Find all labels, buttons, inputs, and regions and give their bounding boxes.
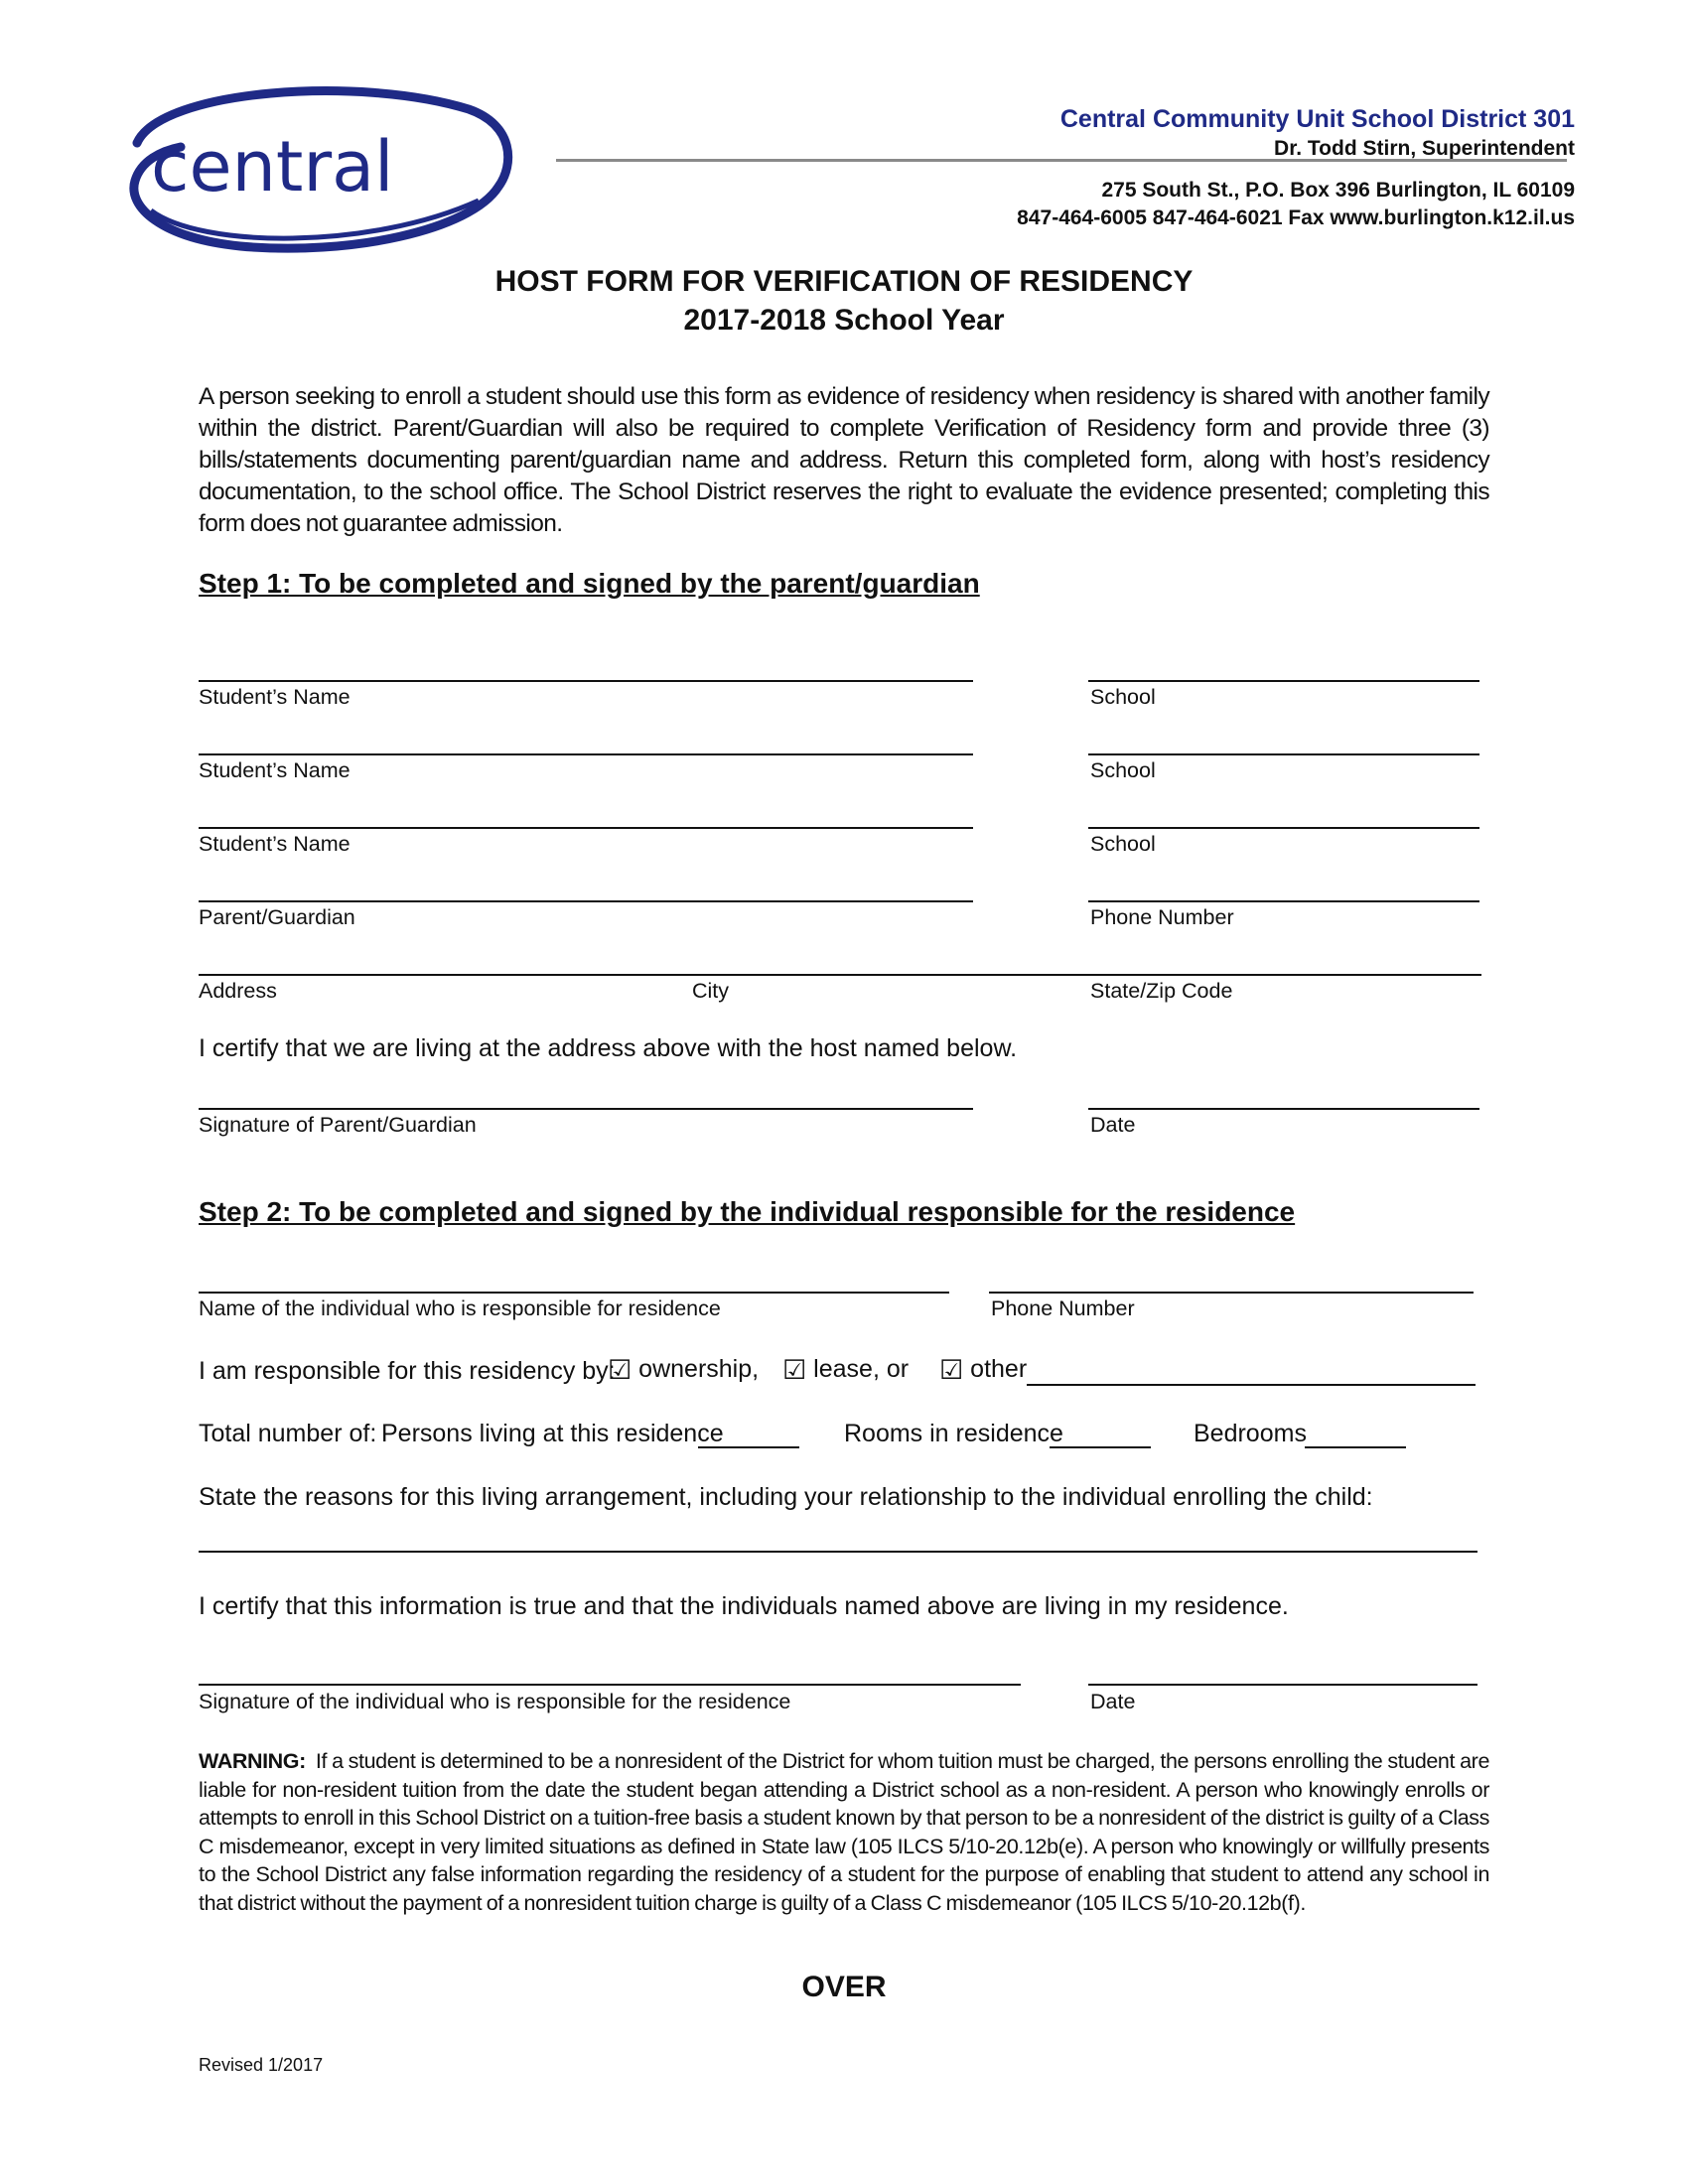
total-number-text: Total number of:	[199, 1420, 377, 1447]
responsible-signature-label: Signature of the individual who is responsible for the residence	[199, 1690, 791, 1713]
logo-text: central	[151, 126, 394, 207]
persons-field[interactable]	[698, 1446, 799, 1448]
step1-date-label: Date	[1090, 1113, 1136, 1137]
district-address: 275 South St., P.O. Box 396 Burlington, IL 60109	[1101, 179, 1575, 202]
logo-swoosh	[121, 81, 518, 256]
parent-guardian-label: Parent/Guardian	[199, 905, 355, 929]
district-logo	[121, 81, 518, 256]
option-ownership[interactable]	[608, 1355, 759, 1384]
other-label: other	[970, 1355, 1028, 1383]
parent-signature-field[interactable]	[199, 1108, 973, 1110]
rooms-label: Rooms in residence	[844, 1420, 1063, 1447]
student-name-2-label: Student’s Name	[199, 758, 351, 782]
step2-date-field[interactable]	[1088, 1684, 1477, 1686]
school-1-field[interactable]	[1088, 680, 1479, 682]
other-specify-field[interactable]	[1027, 1384, 1476, 1386]
school-1-label: School	[1090, 685, 1156, 709]
warning-text: If a student is determined to be a nonresident of the District for whom tuition must be charged, the persons enrolling the student are liable for non-resident tuition from the date the student began attending a District school as a non-resident. A person who knowingly enrolls or attempts to enroll in this School District on a tuition-free basis a student known by that person to be a nonresident of the district is guilty of a Class C misdemeanor, except in very limited situations as defined in State law (105 ILCS 5/10-20.12b(e). A person who knowingly or willfully presents to the School District any false information regarding the residency of a student for the purpose of enabling that student to attend any school in that district without the payment of a nonresident tuition charge is guilty of a Class C misdemeanor (105 ILCS 5/10-20.12b(f).	[199, 1749, 1489, 1915]
step2-certify-text: I certify that this information is true and that the individuals named above are living in my residence.	[199, 1592, 1289, 1620]
rooms-field[interactable]	[1050, 1446, 1151, 1448]
intro-paragraph: A person seeking to enroll a student should use this form as evidence of residency when residency is shared with another family within the district. Parent/Guardian will also be required to complete Verification of Residency form and provide three (3) bills/statements documenting parent/guardian name and address. Return this completed form, along with host’s residency documentation, to the school office. The School District reserves the right to evaluate the evidence presented; completing this form does not guarantee admission.	[199, 383, 1489, 537]
lease-checkbox-icon[interactable]: ☑	[782, 1355, 807, 1385]
parent-phone-label: Phone Number	[1090, 905, 1234, 929]
responsible-phone-field[interactable]	[989, 1292, 1474, 1294]
city-label: City	[692, 979, 730, 1003]
warning-paragraph	[199, 1747, 1489, 1917]
responsible-phone-label: Phone Number	[991, 1297, 1135, 1320]
district-name: Central Community Unit School District 301	[1059, 105, 1575, 133]
school-3-label: School	[1090, 832, 1156, 856]
over-indicator: OVER	[801, 1971, 887, 2003]
warning-label: WARNING:	[199, 1749, 306, 1773]
responsible-signature-field[interactable]	[199, 1684, 1021, 1686]
reasons-field[interactable]	[199, 1551, 1477, 1553]
address-field[interactable]	[199, 974, 1481, 976]
lease-label: lease, or	[813, 1355, 910, 1383]
ownership-label: ownership,	[638, 1355, 760, 1383]
superintendent-name: Dr. Todd Stirn, Superintendent	[1274, 137, 1575, 160]
reasons-text: State the reasons for this living arrangement, including your relationship to the individual enrolling the child:	[199, 1483, 1373, 1511]
responsible-by-text: I am responsible for this residency by:	[199, 1357, 616, 1385]
bedrooms-label: Bedrooms	[1194, 1420, 1307, 1447]
address-label: Address	[199, 979, 277, 1003]
student-name-1-field[interactable]	[199, 680, 973, 682]
option-lease[interactable]	[782, 1355, 909, 1384]
responsible-name-label: Name of the individual who is responsible for residence	[199, 1297, 721, 1320]
step2-heading: Step 2: To be completed and signed by the individual responsible for the residence	[199, 1196, 1296, 1227]
step1-heading: Step 1: To be completed and signed by the parent/guardian	[199, 568, 980, 599]
student-name-3-field[interactable]	[199, 827, 973, 829]
other-checkbox-icon[interactable]: ☑	[939, 1355, 964, 1385]
state-zip-label: State/Zip Code	[1090, 979, 1233, 1003]
form-title: HOST FORM FOR VERIFICATION OF RESIDENCY	[494, 265, 1194, 298]
step1-date-field[interactable]	[1088, 1108, 1479, 1110]
parent-signature-label: Signature of Parent/Guardian	[199, 1113, 477, 1137]
header-divider	[556, 159, 1567, 162]
ownership-checkbox-icon[interactable]: ☑	[608, 1355, 633, 1385]
student-name-3-label: Student’s Name	[199, 832, 351, 856]
student-name-1-label: Student’s Name	[199, 685, 351, 709]
student-name-2-field[interactable]	[199, 753, 973, 755]
persons-label: Persons living at this residence	[381, 1420, 724, 1447]
district-contact: 847-464-6005 847-464-6021 Fax www.burlington.k12.il.us	[1017, 206, 1575, 229]
responsible-name-field[interactable]	[199, 1292, 949, 1294]
school-2-field[interactable]	[1088, 753, 1479, 755]
parent-phone-field[interactable]	[1088, 900, 1479, 902]
school-year: 2017-2018 School Year	[683, 304, 1005, 337]
school-3-field[interactable]	[1088, 827, 1479, 829]
step1-certify-text: I certify that we are living at the address above with the host named below.	[199, 1034, 1018, 1062]
parent-guardian-field[interactable]	[199, 900, 973, 902]
bedrooms-field[interactable]	[1305, 1446, 1406, 1448]
step2-date-label: Date	[1090, 1690, 1136, 1713]
school-2-label: School	[1090, 758, 1156, 782]
revision-note: Revised 1/2017	[199, 2055, 324, 2075]
option-other[interactable]	[939, 1355, 1027, 1384]
